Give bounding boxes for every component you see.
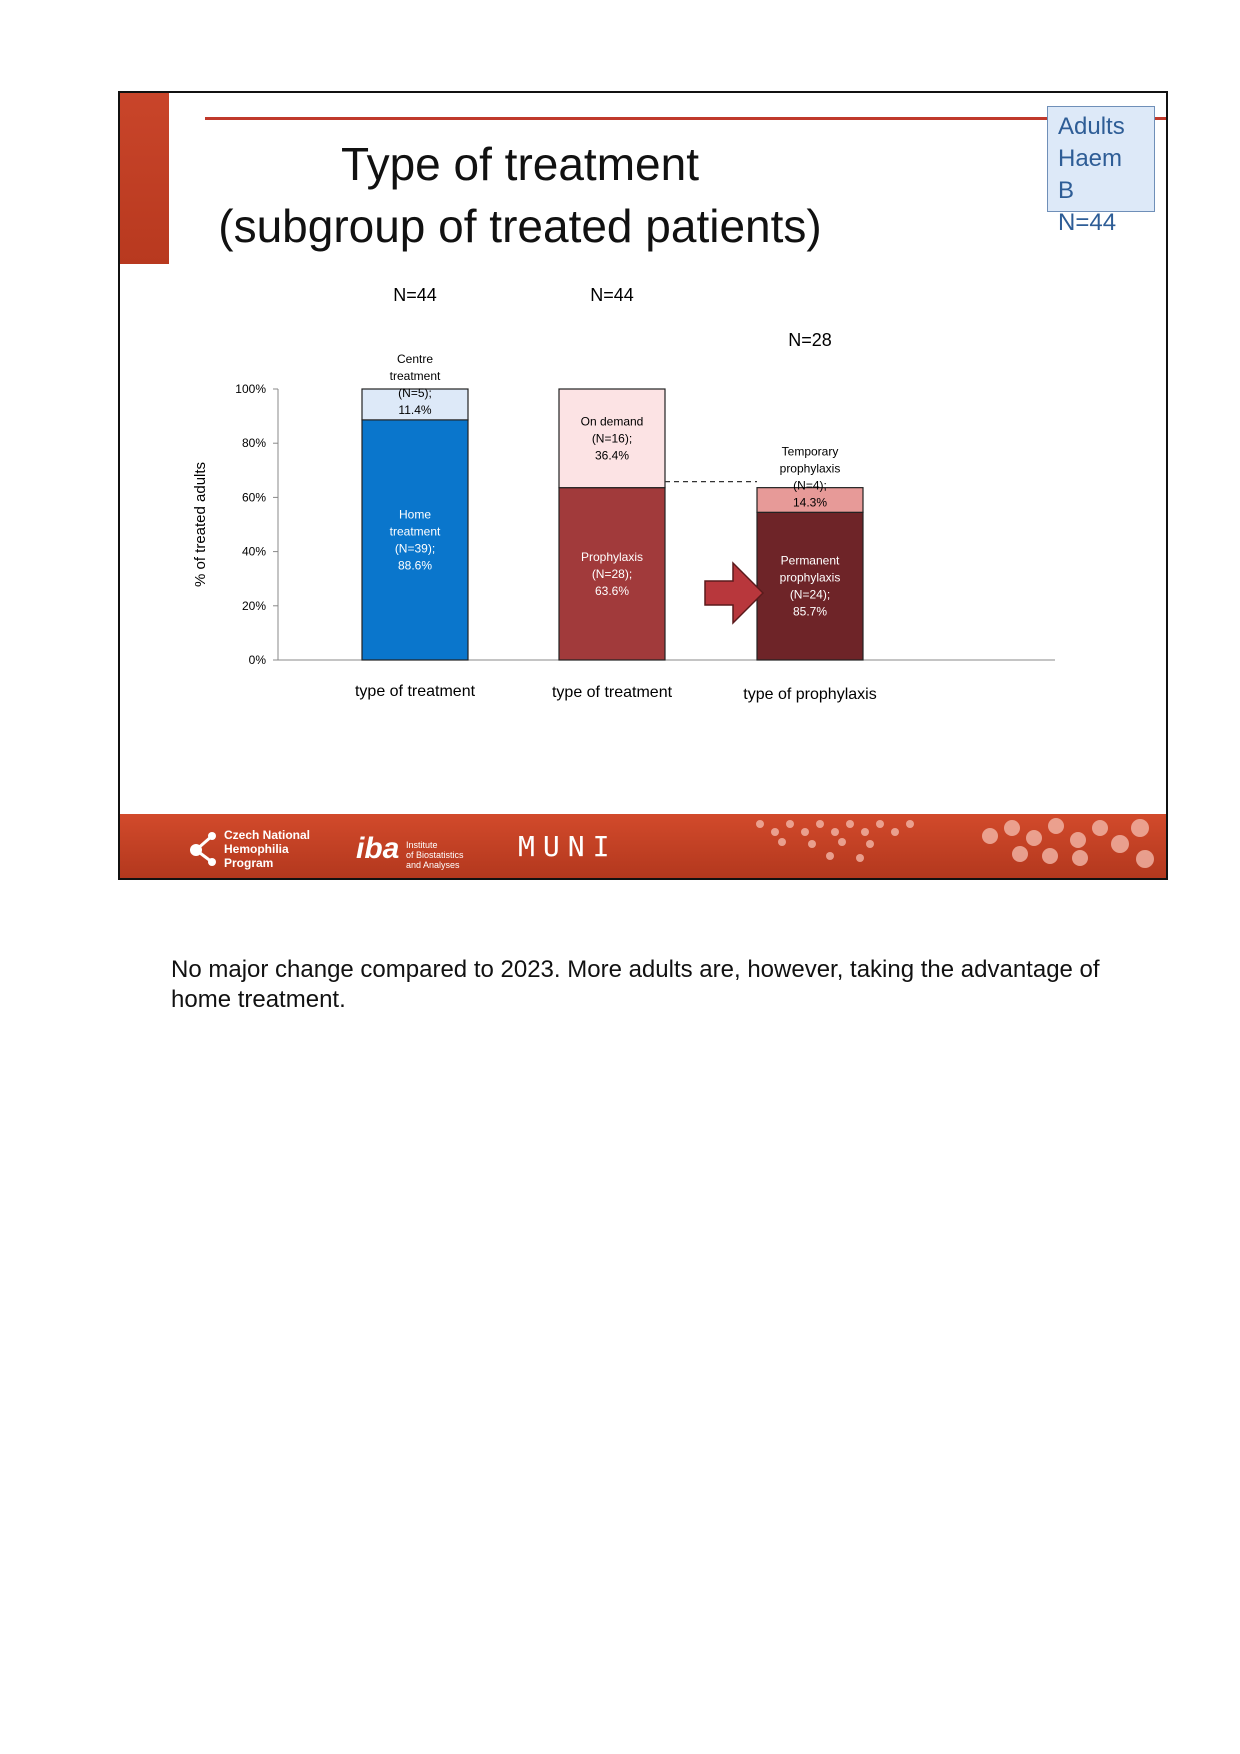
segment-label: treatment [389,524,441,539]
bar-segment [362,420,468,660]
segment-label: 36.4% [594,448,630,463]
iba-logo [356,826,486,870]
cnhp-line-1: Czech National [224,828,311,842]
muni-logo: MUNI [518,830,618,863]
bar-n-label: N=28 [788,330,832,350]
segment-label: treatment [389,368,441,383]
segment-label: Permanent [780,553,840,568]
badge-line-1: Adults [1058,113,1125,140]
iba-line-2: of Biostatistics [406,850,464,860]
segment-label: Temporary [781,444,839,459]
y-tick-label: 0% [248,653,266,667]
segment-label: 63.6% [594,583,630,598]
decorative-dots [720,814,1168,878]
segment-label: (N=24); [789,587,831,602]
slide-footer [120,814,1166,878]
slide-note: No major change compared to 2023. More adults are, however, taking the advantage of home treatment. [171,956,1100,1013]
stacked-bar-chart [120,93,1166,813]
title-line-1: Type of treatment [341,138,699,190]
cnhp-line-2: Hemophilia [224,842,289,856]
category-label: type of treatment [354,683,476,700]
category-label: type of prophylaxis [743,686,877,703]
slide [118,91,1168,880]
segment-label: prophylaxis [779,461,841,476]
bar-segment [757,512,863,660]
right-arrow-icon [705,563,763,623]
segment-label: Home [398,507,432,522]
segment-label: Prophylaxis [580,549,644,564]
y-tick-label: 100% [235,382,266,396]
segment-label: (N=4); [793,478,827,493]
segment-label: 11.4% [398,402,432,417]
title-line-2: (subgroup of treated patients) [218,200,822,252]
segment-label: 85.7% [792,604,828,619]
y-tick-label: 20% [241,598,266,613]
cnhp-logo [186,828,316,868]
segment-label: (N=16); [591,431,633,446]
y-tick-label: 80% [241,436,266,451]
iba-mark: iba [356,832,400,865]
segment-label: (N=5); [398,385,432,400]
cnhp-molecule-icon [186,828,222,868]
segment-label: (N=28); [591,566,633,581]
iba-line-3: and Analyses [406,860,460,870]
cnhp-line-3: Program [224,856,274,870]
segment-label: On demand [580,414,644,429]
iba-line-1: Institute [406,840,438,850]
segment-label: 14.3% [792,495,828,510]
badge-line-2: Haem B [1058,145,1123,204]
bar-n-label: N=44 [590,285,634,305]
segment-label: prophylaxis [779,570,841,585]
y-tick-label: 40% [241,544,266,559]
y-axis-label: % of treated adults [192,461,209,588]
segment-label: (N=39); [394,541,436,556]
y-tick-label: 60% [241,490,266,505]
bar-n-label: N=44 [393,285,437,305]
category-label: type of treatment [551,684,673,701]
segment-label: 88.6% [397,558,433,573]
segment-label: Centre [396,351,434,366]
badge-line-3: N=44 [1058,209,1117,236]
